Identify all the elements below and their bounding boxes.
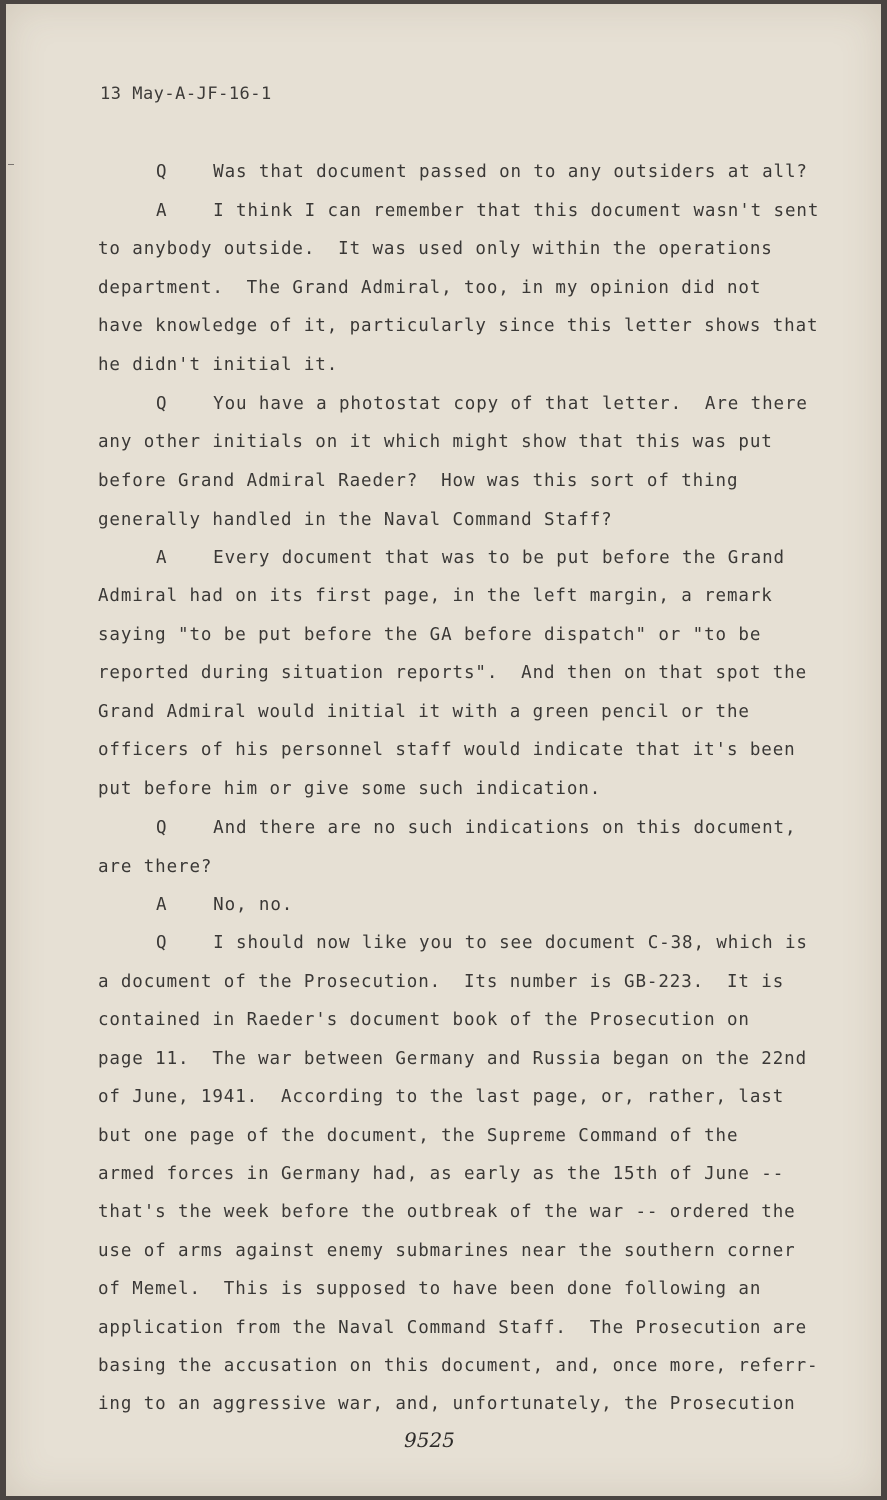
text-line: use of arms against enemy submarines near the southern corner: [98, 1241, 796, 1261]
text-line: have knowledge of it, particularly since this letter shows that: [98, 316, 819, 336]
text-line: A I think I can remember that this document wasn't sent: [156, 201, 820, 221]
text-line: Admiral had on its first page, in the left margin, a remark: [98, 586, 773, 606]
text-line: a document of the Prosecution. Its number is GB-223. It is: [98, 972, 785, 992]
text-line: application from the Naval Command Staff. The Prosecution are: [98, 1318, 808, 1338]
text-line: armed forces in Germany had, as early as the 15th of June --: [98, 1164, 785, 1184]
page-header: 13 May-A-JF-16-1: [100, 84, 272, 104]
text-line: basing the accusation on this document, and, once more, referr-: [98, 1356, 819, 1376]
text-line: he didn't initial it.: [98, 355, 339, 375]
text-line: but one page of the document, the Supreme Command of the: [98, 1126, 739, 1146]
text-line: A Every document that was to be put before the Grand: [156, 548, 785, 568]
text-line: generally handled in the Naval Command Staff?: [98, 510, 613, 530]
text-line: are there?: [98, 857, 213, 877]
text-line: of June, 1941. According to the last page, or, rather, last: [98, 1087, 785, 1107]
text-line: saying "to be put before the GA before dispatch" or "to be: [98, 625, 762, 645]
text-line: any other initials on it which might show that this was put: [98, 432, 773, 452]
text-line: of Memel. This is supposed to have been done following an: [98, 1279, 762, 1299]
page-number: 9525: [404, 1428, 455, 1452]
text-line: to anybody outside. It was used only within the operations: [98, 239, 773, 259]
margin-mark: [8, 164, 14, 165]
text-line: officers of his personnel staff would indicate that it's been: [98, 740, 796, 760]
text-line: Q And there are no such indications on this document,: [156, 818, 797, 838]
text-line: before Grand Admiral Raeder? How was this sort of thing: [98, 471, 739, 491]
text-line: page 11. The war between Germany and Russia began on the 22nd: [98, 1049, 808, 1069]
text-line: put before him or give some such indication.: [98, 779, 602, 799]
text-line: Q Was that document passed on to any outsiders at all?: [156, 162, 808, 182]
text-line: contained in Raeder's document book of the Prosecution on: [98, 1010, 750, 1030]
text-line: Grand Admiral would initial it with a green pencil or the: [98, 702, 750, 722]
text-line: reported during situation reports". And then on that spot the: [98, 663, 808, 683]
text-line: ing to an aggressive war, and, unfortunately, the Prosecution: [98, 1394, 796, 1414]
text-line: A No, no.: [156, 895, 294, 915]
text-line: department. The Grand Admiral, too, in my opinion did not: [98, 278, 762, 298]
document-page: [6, 4, 881, 1496]
text-line: Q I should now like you to see document C-38, which is: [156, 933, 808, 953]
text-line: that's the week before the outbreak of the war -- ordered the: [98, 1202, 796, 1222]
text-line: Q You have a photostat copy of that letter. Are there: [156, 394, 808, 414]
